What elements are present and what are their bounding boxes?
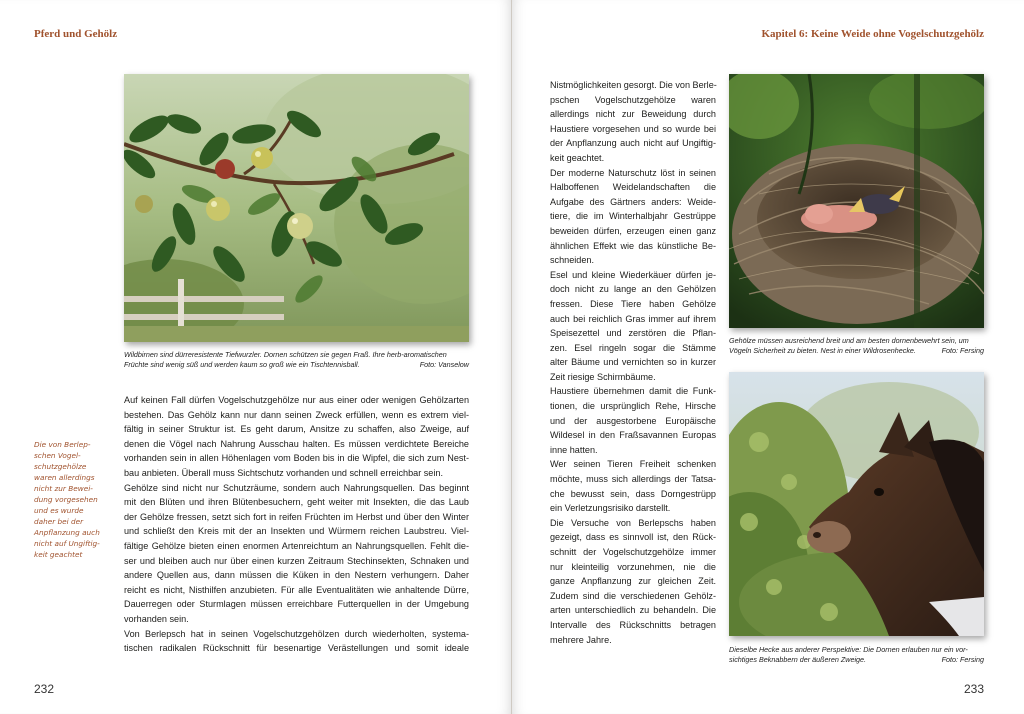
- body-line: zen. Esel ringeln sogar die Stämme: [550, 342, 716, 353]
- body-line: tionen, die ursprünglich Rehe, Hirsche: [550, 401, 716, 412]
- caption-line: Gehölze müssen ausreichend breit und am besten dornenbewehrt sein, um: [729, 336, 969, 345]
- body-line: tiere, die im Winterhalbjahr Gestrüppe: [550, 211, 716, 222]
- body-line: reicht es nicht, Nisthilfen anzubieten. Für alle Eventualitäten wie anhaltende Dürre,: [124, 584, 469, 595]
- body-line: und der ausgestorbene Europäische: [550, 415, 716, 426]
- body-line: Von Berlepsch hat in seinen Vogelschutzgehölzen durch wiederholten, systema-: [124, 628, 469, 639]
- margin-note: [34, 439, 114, 560]
- body-line: mehrere Jahre.: [550, 634, 612, 645]
- running-head-right: Kapitel 6: Keine Weide ohne Vogelschutzgehölz: [761, 28, 984, 40]
- photo-caption-nest: [729, 336, 984, 356]
- body-line: vorhanden sein in allen Höhenlagen vom Boden bis in die Wipfel, die sich zum Nest-: [124, 453, 469, 464]
- running-head-left: Pferd und Gehölz: [34, 28, 118, 40]
- photo-credit: Foto: Vanselow: [419, 360, 469, 369]
- body-line: beweiden dürfen, erzeugen einen ganz: [550, 225, 716, 236]
- body-line: fältig in seiner Struktur ist. Es geht darum, Ansitze zu schaffen, also Zweige, auf: [124, 424, 469, 435]
- body-line: bau anbieten. Überall muss Sichtschutz vorhanden und schnell erreichbar sein.: [124, 467, 443, 478]
- body-line: Zudem sind die verschiedenen Gehölz-: [550, 590, 716, 601]
- body-line: keit geachtet.: [550, 152, 605, 163]
- photo-bird-nest: [729, 74, 984, 328]
- body-line: der Gehölze fressen, setzt sich fort in reifen Früchten im Herbst und über den Winter: [124, 511, 469, 522]
- body-line: andere Quellen aus, dann müssen die Küken in den Nestern verhungern. Daher: [124, 570, 469, 581]
- margin-note-line: Die von Berlep-: [34, 440, 91, 449]
- caption-line: Vögeln Sicherheit zu bieten. Nest in einer Wildrosenhecke. Foto: Fersing: [729, 346, 984, 355]
- body-line: möchte, muss sich allerdings der Tatsa-: [550, 474, 716, 485]
- photo-credit: Foto: Fersing: [941, 655, 984, 664]
- photo-caption-donkey: [729, 645, 984, 665]
- body-line: der Anpflanzung auch nicht auf Ungiftig-: [550, 138, 716, 149]
- body-line: Dauerregen oder Sturmlagen müssen erreichbare Futterquellen in der Umgebung: [124, 599, 469, 610]
- margin-note-line: und es wurde: [34, 506, 84, 515]
- photo-credit: Foto: Fersing: [941, 346, 984, 355]
- margin-note-line: nicht auf Ungiftig-: [34, 539, 100, 548]
- body-text-right: [550, 78, 716, 647]
- page-number-left: 232: [34, 682, 55, 696]
- body-text-left: [124, 393, 469, 656]
- body-line: pschen Vogelschutzgehölze waren: [550, 94, 716, 105]
- body-line: alter Bäume und vernichten so in kurzer: [550, 357, 716, 368]
- body-line: fressen. Diese Tiere haben Gehölze: [550, 298, 716, 309]
- body-line: schneiden.: [550, 255, 594, 266]
- left-page: [0, 0, 511, 714]
- body-line: auch bei reichlich Gras immer auf ihrem: [550, 313, 716, 324]
- margin-note-line: schutzgehölze: [34, 462, 87, 471]
- body-line: arten unterschiedlich zu behandeln. Die: [550, 605, 716, 616]
- body-line: Der moderne Naturschutz löst in seinen: [550, 167, 716, 178]
- body-line: ähnlichen Effekt wie das künstliche Be-: [550, 240, 716, 251]
- body-line: bestehen. Das Gehölz kann nur dann seinen Zweck erfüllen, wenn es extrem viel-: [124, 409, 469, 420]
- body-line: Intervalle des Rückschnitts betragen: [550, 619, 716, 630]
- margin-note-line: keit geachtet: [34, 550, 83, 559]
- photo-caption-left: [124, 350, 469, 370]
- body-line: Gehölze sind nicht nur Schutzräume, sondern auch Nahrungsquellen. Das beginnt: [124, 482, 469, 493]
- body-line: nur kleinteilig vorzunehmen, nie die: [550, 561, 716, 572]
- body-line: ser und bleiben auch nur über einen kurzen Zeitraum Stechinsekten, Schnaken und: [124, 555, 469, 566]
- body-line: Aufgabe des Gärtners anders: Weide-: [550, 196, 716, 207]
- body-line: Wer seinen Tieren Freiheit schenken: [550, 459, 716, 470]
- body-line: Wildesel in den Fraßsavannen Europas: [550, 430, 716, 441]
- body-line: Esel und kleine Wiederkäuer dürfen je-: [550, 269, 716, 280]
- margin-note-line: schen Vogel-: [34, 451, 81, 460]
- caption-line: Früchte sind wenig süß und werden kaum so groß wie ein Tischtennisball. Foto: Vanselow: [124, 360, 469, 369]
- body-line: und schließt den Kreis mit der an Insekten und Würmern reichen Laubstreu. Viel-: [124, 526, 469, 537]
- margin-note-line: dung vorgesehen: [34, 495, 98, 504]
- body-line: ein Verletzungsrisiko darstellt.: [550, 503, 671, 514]
- body-line: Auf keinen Fall dürfen Vogelschutzgehölze nur aus einer oder wenigen Gehölzarten: [124, 395, 469, 405]
- body-line: ganze Anpflanzung zur gleichen Zeit.: [550, 576, 716, 587]
- body-line: vorhanden sein.: [124, 613, 189, 624]
- caption-line: Dieselbe Hecke aus anderer Perspektive: Die Dornen erlauben nur ein vor-: [729, 645, 968, 654]
- photo-donkey-hedge: [729, 372, 984, 636]
- body-line: Nistmöglichkeiten gesorgt. Die von Berle-: [550, 80, 717, 90]
- body-line: denen die Vögel nach Nahrung Ausschau halten. Es müssen verdichtete Bereiche: [124, 438, 469, 449]
- body-line: allerdings nicht zur Beweidung durch: [550, 109, 716, 120]
- body-line: Haustiere übernehmen damit die Funk-: [550, 386, 716, 397]
- body-line: fältige Gehölze bieten einen enormen Artenreichtum an Nahrungsquellen. Fehlt die-: [124, 540, 469, 551]
- page-number-right: 233: [963, 682, 984, 696]
- margin-note-line: nicht zur Bewei-: [34, 484, 93, 493]
- body-line: doch nicht zu lange an den Gehölzen: [550, 284, 716, 295]
- body-line: Die Versuche von Berlepschs haben: [550, 517, 716, 528]
- caption-line: sichtiges Beknabbern der äußeren Zweige. Foto: Fersing: [729, 655, 984, 664]
- body-line: Speisezettel und zerstören die Pflan-: [550, 328, 716, 339]
- right-page: [512, 0, 1024, 714]
- body-line: Zeit riesige Schirmbäume.: [550, 371, 656, 382]
- body-line: gezeigt, dass es sinnvoll ist, den Rück-: [550, 532, 716, 543]
- caption-line: Wildbirnen sind dürreresistente Tiefwurzler. Dornen schützen sie gegen Fraß. Ihre herb-aromatischen: [124, 350, 447, 359]
- margin-note-line: waren allerdings: [34, 473, 95, 482]
- body-line: tischen radikalen Rückschnitt für besenartige Verästellungen und somit ideale: [124, 643, 469, 654]
- photo-wild-pear: [124, 74, 469, 342]
- body-line: mit den Blüten und ihren Blütenbesuchern, geht weiter mit Insekten, die das Laub: [124, 497, 469, 508]
- body-line: Halboffenen Weidelandschaften die: [550, 182, 716, 193]
- body-line: inne hatten.: [550, 444, 598, 455]
- body-line: Haustiere vorgesehen und so wurde bei: [550, 123, 716, 134]
- body-line: schnitt der Vogelschutzgehölze immer: [550, 547, 716, 557]
- margin-note-line: Anpflanzung auch: [34, 528, 100, 537]
- body-line: che bewusst sein, dass Dorngestrüpp: [550, 488, 716, 499]
- margin-note-line: daher bei der: [34, 517, 84, 526]
